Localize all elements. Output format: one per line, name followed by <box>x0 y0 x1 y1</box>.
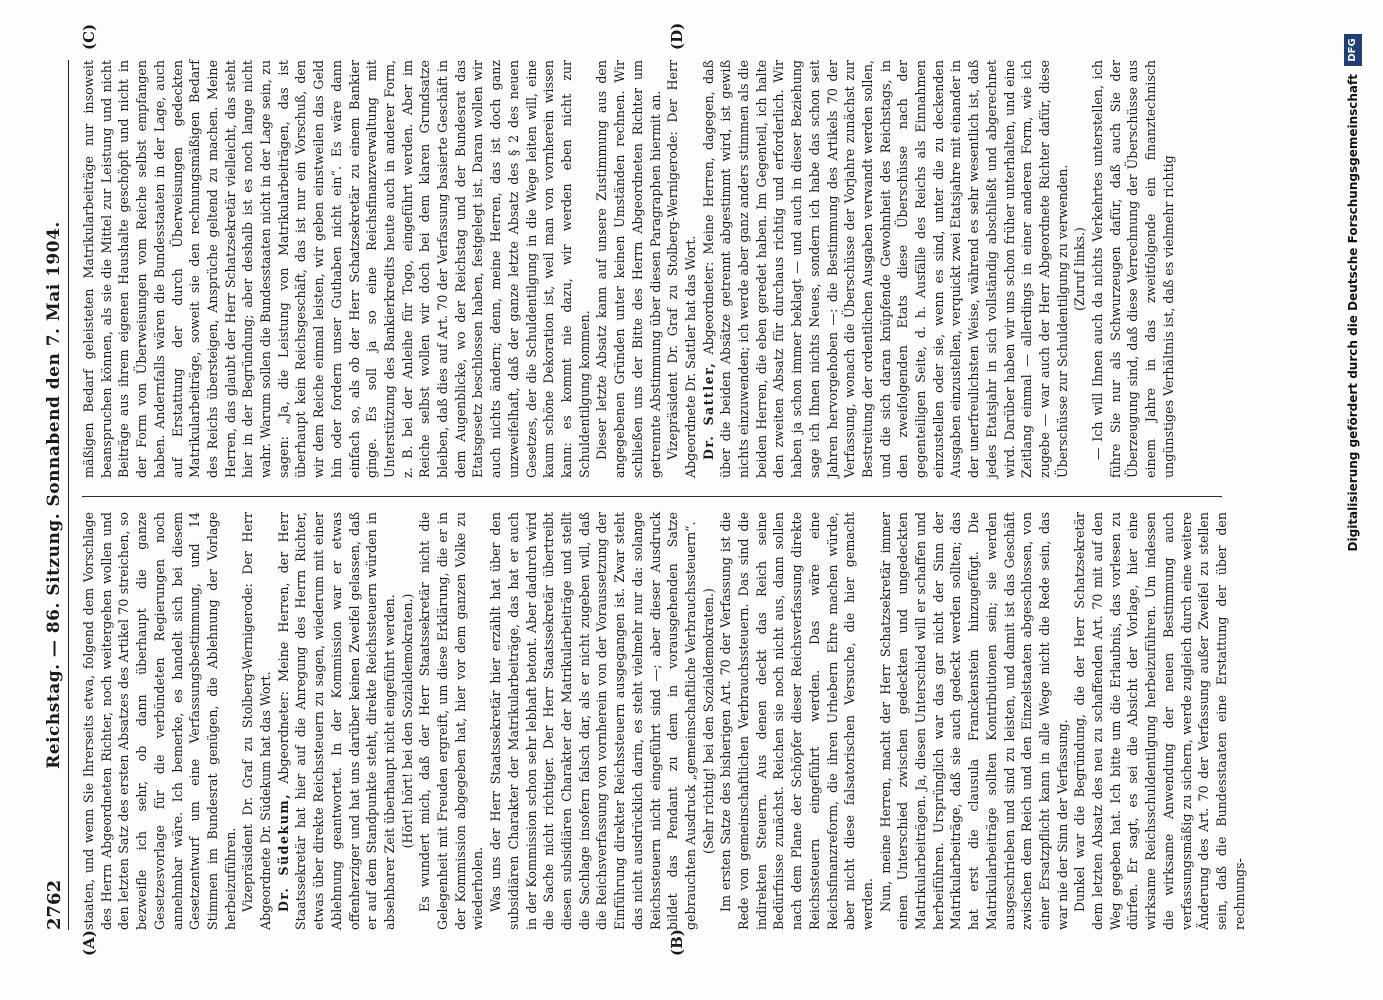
interjection: (Zuruf links.) <box>1072 227 1088 311</box>
paragraph: staaten, und wenn Sie Ihrerseits etwa, folgend dem Vorschlage des Herrn Abgeordneten Richter, noch weitergehen wollen und den letzten Satz des ersten Absatzes des Artikel 70 streichen, so bezweifle ich sehr, ob dann überhaupt die ganze Gesetzesvorlage für die verbündeten Regierungen noch annehmbar wäre. Ich bemerke, es handelt sich bei diesem Gesetzentwurf um eine Verfassungsbestimmung, und 14 Stimmen im Bundesrat genügen, die Ablehnung der Vorlage herbeizuführen. <box>81 512 238 930</box>
paragraph: Dunkel war die Begründung, die der Herr Schatzsekretär dem letzten Absatz des neu zu schaffenden Art. 70 mit auf den Weg gegeben hat. Ich bitte um die Erlaubnis, das vorlesen zu dürfen. Er sagt, es sei die Absicht der Vorlage, hier eine wirksame Reichsschuldentilgung herbeizuführen. Um indessen die wirksame Anwendung der neuen Bestimmung auch verfassungsmäßig zu sichern, werde zugleich durch eine weitere Änderung des Art. 70 der Verfassung außer Zweifel zu stellen sein, daß die Bundesstaaten eine Erstattung der über den rechnungs- <box>1072 512 1247 930</box>
page-footer <box>1340 34 1376 964</box>
paragraph: mäßigen Bedarf geleisteten Matrikularbeiträge nur insoweit beanspruchen können, als sie die Mittel zur Leistung und nicht Beiträge aus ihrem eigenen Haushalte geschöpft und nicht in der Form von Überweisungen vom Reiche selbst empfangen haben. Andernfalls wären die Bundesstaaten in der Lage, auch auf Erstattung der durch Überweisungen gedeckten Matrikularbeiträge, soweit sie den rechnungsmäßigen Bedarf des Reichs übersteigen, Ansprüche geltend zu machen. Meine Herren, das glaubt der Herr Schatzsekretär vielleicht, das steht hier in der Begründung; aber deshalb ist es noch lange nicht wahr. Warum sollen die Bundesstaaten nicht in der Lage sein, zu sagen: „Ja, die Leistung von Matrikularbeiträgen, das ist überhaupt kein Reichsgeschäft, das ist nur ein Vorschuß, den wir dem Reiche einmal leisten, wir geben einstweilen das Geld hin oder fordern unser Guthaben nicht ein“. Es wäre dann einfach so, als ob der Herr Schatzsekretär zu einem Bankier ginge. Es soll ja so eine Reichsfinanzverwaltung mit Unterstützung des Bankierkredits heute auch in anderer Form, z. B. bei der Anleihe für Togo, eingeführt werden. Aber im Reiche selbst wollen wir doch bei dem klaren Grundsatze bleiben, daß dies auf Art. 70 der Verfassung basierte Geschäft in dem Augenblicke, wo der Reichstag und der Bundesrat das Etatsgesetz beschlossen haben, festgelegt ist. Daran wollen wir auch nichts ändern; denn, meine Herren, das ist doch ganz unzweifelhaft, daß der ganze letzte Absatz des § 2 des neuen Gesetzes, der die Schuldentilgung in die Wege leiten will, eine kaum schöne Dekoration ist, weil man von vornherein wissen kann: es kommt nie dazu, wir werden eben nicht zur Schuldentilgung kommen. <box>81 60 592 478</box>
speech-paragraph <box>700 60 1072 478</box>
margin-mark-a: (A) <box>80 930 98 956</box>
interjection: (Hört! hört! bei den Sozialdemokraten.) <box>399 593 415 849</box>
speech-text: Abgeordneter: Meine Herren, dagegen, daß über die beiden Absätze getrennt abgestimmt wird, ist gewiß nichts einzuwenden; ich werde aber ganz anders stimmen als die beiden Herren, die eben geredet haben. Im Gegenteil, ich halte den zweiten Absatz für durchaus richtig und erforderlich. Wir haben ja schon immer beklagt — und auch in dieser Beziehung sage ich Ihnen nichts Neues, sondern ich habe das schon seit Jahren hervorgehoben —: die Bestimmung des Artikels 70 der Verfassung, wonach die Überschüsse der Vorjahre zunächst zur Bestreitung der ordentlichen Ausgaben verwandt werden sollen, und die sich daran knüpfende Gewohnheit des Reichstags, in den zweifolgenden Etats diese Überschüsse nach der gegenteiligen Seite, d. h. Ausfälle des Reichs als Einnahmen einzustellen oder sie, wenn es sind, unter die zu deckenden Ausgaben einzustellen, verquickt zwei Etatsjahre mit einander in der unerfreulichsten Weise, während es sehr wesentlich ist, daß jedes Etatsjahr in sich vollständig abschließt und abgerechnet wird. Darüber haben wir uns schon früher unterhalten, und eine Zeitlang einmal — allerdings in einer anderen Form, wie ich zugebe — war auch der Herr Abgeordnete Richter dafür, diese Überschüsse zur Schuldentilgung zu verwenden. <box>700 60 1070 478</box>
session-title: Reichstag. — 86. Sitzung. Sonnabend den 7. Mai 1904. <box>44 221 64 769</box>
speaker-name: Dr. Sattler, <box>700 361 716 460</box>
paragraph: Im ersten Satze des bisherigen Art. 70 der Verfassung ist die Rede von gemeinschaftlichen Verbrauchssteuern. Das sind die indirekten Steuern. Aus denen deckt das Reich seine Bedürfnisse zunächst. Reichen sie noch nicht aus, dann sollen nach dem Plane der Schöpfer dieser Reichsverfassung direkte Reichssteuern eingeführt werden. Das wäre eine Reichsfinanzreform, die ihren Urhebern Ehre machen würde, aber nicht diese falsatorischen Versuche, die hier gemacht werden. <box>718 512 875 930</box>
right-column <box>80 60 1230 478</box>
digitization-credit: Digitalisierung gefördert durch die Deutsche Forschungsgemeinschaft <box>1346 74 1360 552</box>
dfg-logo: DFG <box>1344 34 1362 66</box>
left-column <box>80 512 1247 930</box>
paragraph: Nun, meine Herren, macht der Herr Schatzsekretär immer einen Unterschied zwischen gedeckten und ungedeckten Matrikularbeiträgen. Ja, diesen Unterschied will er schaffen und herbeiführen. Ursprünglich war das gar nicht der Sinn der Matrikularbeiträge, daß sie auch gedeckt werden sollten; das hat erst die clausula Franckenstein hinzugefügt. Die Matrikularbeiträge sollten Kontributionen sein; sie werden ausgeschrieben und sind zu leisten, und damit ist das Geschäft zwischen dem Reich und den Einzelstaaten abgeschlossen, von einer Ersatzpflicht kann in alle Wege nicht die Rede sein, das war nie der Sinn der Verfassung. <box>877 512 1070 930</box>
paragraph: Es wundert mich, daß der Herr Staatssekretär nicht die Gelegenheit mit Freuden ergreift, um diese Erklärung, die er in der Kommission abgegeben hat, hier vor dem ganzen Volke zu wiederholen. <box>417 512 486 930</box>
paragraph: Was uns der Herr Staatssekretär hier erzählt hat über den subsidiären Charakter der Matrikularbeiträge, das hat er auch in der Kommission schon sehr lebhaft betont. Aber dadurch wird die Sache nicht richtiger. Der Herr Staatssekretär übertreibt diesen subsidiären Charakter der Matrikularbeiträge und stellt die Sachlage insofern falsch dar, als er nicht zugeben will, daß die Reichsverfassung von vornherein von der Voraussetzung der Einführung direkter Reichssteuern ausgegangen ist. Zwar steht das nicht ausdrücklich darin, es steht vielmehr nur da: solange Reichssteuern nicht eingeführt sind —; aber dieser Ausdruck bildet das Pendant zu dem in vorausgehenden Satze gebrauchten Ausdruck „gemeinschaftliche Verbrauchssteuern“. <box>488 512 698 930</box>
page-header <box>42 60 69 930</box>
page-number: 2762 <box>44 879 65 930</box>
margin-mark-b: (B) <box>668 929 686 956</box>
paragraph: Vizepräsident Dr. Graf zu Stolberg-Wernigerode: Der Herr Abgeordnete Dr. Sattler hat das Wort. <box>665 60 698 478</box>
column-divider <box>82 496 1222 497</box>
margin-mark-c: (C) <box>80 23 98 50</box>
paragraph: Vizepräsident Dr. Graf zu Stolberg-Wernigerode: Der Herr Abgeordnete Dr. Südekum hat das Wort. <box>240 512 274 930</box>
paragraph: — Ich will Ihnen auch da nichts Verkehrtes unterstellen, ich führe Sie nur als Schwurzeugen dafür, daß auch Sie der Überzeugung sind, daß diese Verrechnung der Überschüsse aus einem Jahre in das zweitfolgende ein finanztechnisch ungünstiges Verhältnis ist, daß es vielmehr richtig <box>1090 60 1176 478</box>
interjection: (Sehr richtig! bei den Sozialdemokraten.) <box>700 588 716 854</box>
speaker-name: Dr. Südekum, <box>275 792 291 912</box>
paragraph: Dieser letzte Absatz kann auf unsere Zustimmung aus den angegebenen Gründen unter keinen Umständen rechnen. Wir schließen uns der Bitte des Herrn Abgeordneten Richter um getrennte Abstimmung über diesen Paragraphen hiermit an. <box>594 60 663 478</box>
speech-text: Abgeordneter: Meine Herren, der Herr Staatssekretär hat hier auf die Anregung des Herrn Richter, etwas über direkte Reichssteuern zu sagen, wiederum mit einer Ablehnung geantwortet. In der Kommission war er etwas offenherziger und hat uns darüber keinen Zweifel gelassen, daß er auf dem Standpunkte steht, direkte Reichssteuern würden in absehbarer Zeit überhaupt nicht eingeführt werden. <box>275 512 397 930</box>
margin-mark-d: (D) <box>668 22 686 50</box>
speech-paragraph <box>275 512 399 930</box>
